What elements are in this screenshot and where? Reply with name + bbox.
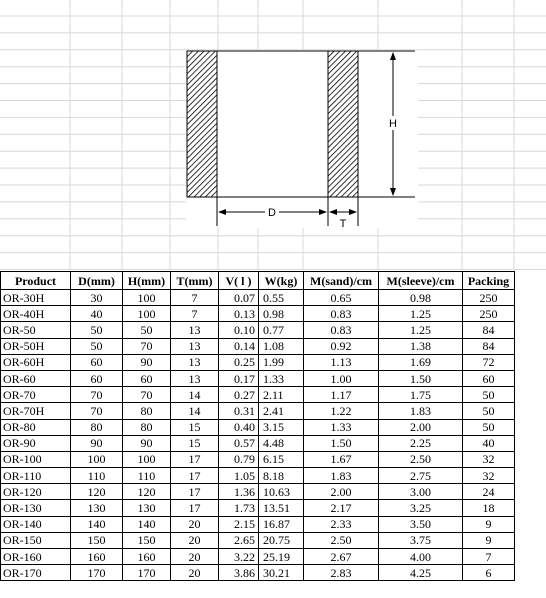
table-row bbox=[1, 370, 515, 386]
product-spec-table bbox=[0, 271, 515, 581]
table-row bbox=[1, 484, 515, 500]
cell-mass-sand: 2.33 bbox=[304, 516, 379, 532]
cell-product: OR-50H bbox=[1, 338, 71, 354]
thickness-label: T bbox=[339, 218, 347, 230]
cell-weight: 30.21 bbox=[259, 565, 304, 581]
cell-height: 100 bbox=[123, 290, 171, 306]
cell-mass-sand: 1.83 bbox=[304, 468, 379, 484]
cell-thickness: 17 bbox=[171, 500, 219, 516]
cell-product: OR-160 bbox=[1, 549, 71, 565]
cell-height: 100 bbox=[123, 451, 171, 467]
cell-thickness: 15 bbox=[171, 435, 219, 451]
cell-volume: 1.73 bbox=[219, 500, 259, 516]
cell-thickness: 7 bbox=[171, 306, 219, 322]
cell-mass-sleeve: 1.25 bbox=[379, 322, 463, 338]
cell-thickness: 20 bbox=[171, 565, 219, 581]
cell-diameter: 120 bbox=[71, 484, 123, 500]
cell-product: OR-170 bbox=[1, 565, 71, 581]
cell-mass-sand: 1.17 bbox=[304, 387, 379, 403]
table-row bbox=[1, 451, 515, 467]
cell-mass-sand: 1.33 bbox=[304, 419, 379, 435]
cell-product: OR-70 bbox=[1, 387, 71, 403]
cell-packing: 9 bbox=[463, 516, 515, 532]
cell-thickness: 20 bbox=[171, 532, 219, 548]
cell-mass-sleeve: 1.38 bbox=[379, 338, 463, 354]
cell-mass-sand: 1.00 bbox=[304, 370, 379, 386]
cell-packing: 32 bbox=[463, 451, 515, 467]
cell-thickness: 17 bbox=[171, 451, 219, 467]
cell-mass-sand: 0.65 bbox=[304, 290, 379, 306]
cell-weight: 0.77 bbox=[259, 322, 304, 338]
cell-diameter: 30 bbox=[71, 290, 123, 306]
cell-thickness: 13 bbox=[171, 354, 219, 370]
header-height: H(mm) bbox=[123, 272, 171, 290]
cell-weight: 4.48 bbox=[259, 435, 304, 451]
cell-volume: 0.40 bbox=[219, 419, 259, 435]
cell-packing: 24 bbox=[463, 484, 515, 500]
cell-volume: 0.17 bbox=[219, 370, 259, 386]
cell-volume: 2.65 bbox=[219, 532, 259, 548]
cell-packing: 40 bbox=[463, 435, 515, 451]
cell-mass-sand: 2.17 bbox=[304, 500, 379, 516]
cell-height: 90 bbox=[123, 354, 171, 370]
cell-product: OR-60 bbox=[1, 370, 71, 386]
cell-height: 120 bbox=[123, 484, 171, 500]
cell-packing: 7 bbox=[463, 549, 515, 565]
cell-volume: 1.05 bbox=[219, 468, 259, 484]
cell-volume: 3.86 bbox=[219, 565, 259, 581]
cell-height: 100 bbox=[123, 306, 171, 322]
cell-thickness: 13 bbox=[171, 322, 219, 338]
cell-diameter: 50 bbox=[71, 338, 123, 354]
cell-diameter: 60 bbox=[71, 354, 123, 370]
header-product: Product bbox=[1, 272, 71, 290]
cell-diameter: 100 bbox=[71, 451, 123, 467]
cell-weight: 1.99 bbox=[259, 354, 304, 370]
header-mass-sleeve: M(sleeve)/cm bbox=[379, 272, 463, 290]
table-row bbox=[1, 468, 515, 484]
cell-diameter: 170 bbox=[71, 565, 123, 581]
cell-diameter: 60 bbox=[71, 370, 123, 386]
table-row bbox=[1, 516, 515, 532]
cell-mass-sleeve: 4.25 bbox=[379, 565, 463, 581]
cell-weight: 2.41 bbox=[259, 403, 304, 419]
table-row bbox=[1, 322, 515, 338]
cell-height: 80 bbox=[123, 419, 171, 435]
cell-volume: 0.57 bbox=[219, 435, 259, 451]
cell-diameter: 70 bbox=[71, 403, 123, 419]
cell-volume: 0.31 bbox=[219, 403, 259, 419]
cell-weight: 3.15 bbox=[259, 419, 304, 435]
cell-volume: 0.14 bbox=[219, 338, 259, 354]
cell-mass-sleeve: 4.00 bbox=[379, 549, 463, 565]
cell-product: OR-100 bbox=[1, 451, 71, 467]
cell-diameter: 90 bbox=[71, 435, 123, 451]
table-header-row bbox=[1, 272, 515, 290]
cell-packing: 6 bbox=[463, 565, 515, 581]
header-packing: Packing bbox=[463, 272, 515, 290]
cell-mass-sand: 1.13 bbox=[304, 354, 379, 370]
table-row bbox=[1, 403, 515, 419]
right-wall-hatch bbox=[328, 51, 358, 197]
cell-diameter: 140 bbox=[71, 516, 123, 532]
cell-weight: 1.08 bbox=[259, 338, 304, 354]
cell-mass-sand: 2.00 bbox=[304, 484, 379, 500]
cell-product: OR-130 bbox=[1, 500, 71, 516]
cell-mass-sleeve: 3.25 bbox=[379, 500, 463, 516]
table-row bbox=[1, 435, 515, 451]
cell-height: 90 bbox=[123, 435, 171, 451]
cell-packing: 250 bbox=[463, 290, 515, 306]
diameter-label: D bbox=[268, 207, 276, 219]
cell-height: 110 bbox=[123, 468, 171, 484]
cell-mass-sleeve: 2.75 bbox=[379, 468, 463, 484]
cell-mass-sand: 1.50 bbox=[304, 435, 379, 451]
cell-weight: 10.63 bbox=[259, 484, 304, 500]
cell-mass-sleeve: 3.00 bbox=[379, 484, 463, 500]
cell-volume: 0.13 bbox=[219, 306, 259, 322]
cell-height: 60 bbox=[123, 370, 171, 386]
cell-volume: 0.27 bbox=[219, 387, 259, 403]
header-weight: W(kg) bbox=[259, 272, 304, 290]
cell-weight: 25.19 bbox=[259, 549, 304, 565]
cell-product: OR-50 bbox=[1, 322, 71, 338]
cell-mass-sand: 1.67 bbox=[304, 451, 379, 467]
cell-thickness: 13 bbox=[171, 370, 219, 386]
cell-height: 140 bbox=[123, 516, 171, 532]
cell-packing: 60 bbox=[463, 370, 515, 386]
cell-packing: 50 bbox=[463, 387, 515, 403]
cell-height: 80 bbox=[123, 403, 171, 419]
cell-product: OR-120 bbox=[1, 484, 71, 500]
table-row bbox=[1, 419, 515, 435]
cell-product: OR-140 bbox=[1, 516, 71, 532]
cell-product: OR-70H bbox=[1, 403, 71, 419]
cell-diameter: 40 bbox=[71, 306, 123, 322]
cell-product: OR-30H bbox=[1, 290, 71, 306]
cell-product: OR-40H bbox=[1, 306, 71, 322]
cell-diameter: 80 bbox=[71, 419, 123, 435]
cell-packing: 50 bbox=[463, 403, 515, 419]
cell-packing: 72 bbox=[463, 354, 515, 370]
cell-packing: 32 bbox=[463, 468, 515, 484]
cell-volume: 2.15 bbox=[219, 516, 259, 532]
cell-height: 170 bbox=[123, 565, 171, 581]
table-row bbox=[1, 290, 515, 306]
cell-thickness: 20 bbox=[171, 516, 219, 532]
cell-height: 160 bbox=[123, 549, 171, 565]
cell-mass-sand: 0.92 bbox=[304, 338, 379, 354]
cell-packing: 50 bbox=[463, 419, 515, 435]
cell-height: 70 bbox=[123, 338, 171, 354]
cell-height: 50 bbox=[123, 322, 171, 338]
cell-weight: 0.55 bbox=[259, 290, 304, 306]
cell-mass-sleeve: 0.98 bbox=[379, 290, 463, 306]
sleeve-cross-section-diagram bbox=[0, 0, 546, 270]
cell-weight: 6.15 bbox=[259, 451, 304, 467]
cell-weight: 16.87 bbox=[259, 516, 304, 532]
cell-weight: 8.18 bbox=[259, 468, 304, 484]
cell-weight: 20.75 bbox=[259, 532, 304, 548]
cell-product: OR-80 bbox=[1, 419, 71, 435]
cell-mass-sleeve: 1.50 bbox=[379, 370, 463, 386]
table-row bbox=[1, 338, 515, 354]
header-diameter: D(mm) bbox=[71, 272, 123, 290]
table-row bbox=[1, 354, 515, 370]
cell-mass-sleeve: 3.50 bbox=[379, 516, 463, 532]
left-wall-hatch bbox=[187, 51, 217, 197]
table-row bbox=[1, 532, 515, 548]
cell-mass-sleeve: 2.25 bbox=[379, 435, 463, 451]
cell-thickness: 15 bbox=[171, 419, 219, 435]
cell-volume: 3.22 bbox=[219, 549, 259, 565]
cell-weight: 0.98 bbox=[259, 306, 304, 322]
cell-thickness: 17 bbox=[171, 468, 219, 484]
cell-thickness: 7 bbox=[171, 290, 219, 306]
cell-mass-sleeve: 1.69 bbox=[379, 354, 463, 370]
cell-diameter: 50 bbox=[71, 322, 123, 338]
cell-diameter: 70 bbox=[71, 387, 123, 403]
cell-diameter: 150 bbox=[71, 532, 123, 548]
cell-packing: 84 bbox=[463, 322, 515, 338]
cell-thickness: 20 bbox=[171, 549, 219, 565]
cell-mass-sand: 1.22 bbox=[304, 403, 379, 419]
cell-weight: 13.51 bbox=[259, 500, 304, 516]
header-volume: V( l ) bbox=[219, 272, 259, 290]
cell-volume: 0.07 bbox=[219, 290, 259, 306]
cell-packing: 9 bbox=[463, 532, 515, 548]
cell-packing: 84 bbox=[463, 338, 515, 354]
cell-weight: 2.11 bbox=[259, 387, 304, 403]
cell-height: 130 bbox=[123, 500, 171, 516]
cell-product: OR-110 bbox=[1, 468, 71, 484]
cell-packing: 250 bbox=[463, 306, 515, 322]
diagram-backdrop bbox=[186, 50, 418, 228]
cell-mass-sleeve: 2.50 bbox=[379, 451, 463, 467]
cell-diameter: 110 bbox=[71, 468, 123, 484]
cell-mass-sand: 2.50 bbox=[304, 532, 379, 548]
cell-mass-sleeve: 3.75 bbox=[379, 532, 463, 548]
cell-thickness: 14 bbox=[171, 403, 219, 419]
cell-product: OR-60H bbox=[1, 354, 71, 370]
header-thickness: T(mm) bbox=[171, 272, 219, 290]
cell-mass-sleeve: 1.25 bbox=[379, 306, 463, 322]
cell-mass-sand: 0.83 bbox=[304, 306, 379, 322]
header-mass-sand: M(sand)/cm bbox=[304, 272, 379, 290]
cell-thickness: 17 bbox=[171, 484, 219, 500]
cell-volume: 0.25 bbox=[219, 354, 259, 370]
cell-volume: 1.36 bbox=[219, 484, 259, 500]
cell-product: OR-150 bbox=[1, 532, 71, 548]
cell-thickness: 13 bbox=[171, 338, 219, 354]
cell-mass-sleeve: 1.83 bbox=[379, 403, 463, 419]
cell-mass-sleeve: 1.75 bbox=[379, 387, 463, 403]
table-row bbox=[1, 565, 515, 581]
cell-mass-sand: 0.83 bbox=[304, 322, 379, 338]
table-row bbox=[1, 500, 515, 516]
table-row bbox=[1, 306, 515, 322]
height-label: H bbox=[389, 118, 397, 130]
cell-diameter: 130 bbox=[71, 500, 123, 516]
table-row bbox=[1, 387, 515, 403]
cell-volume: 0.10 bbox=[219, 322, 259, 338]
cell-mass-sand: 2.83 bbox=[304, 565, 379, 581]
cell-diameter: 160 bbox=[71, 549, 123, 565]
table-row bbox=[1, 549, 515, 565]
cell-packing: 18 bbox=[463, 500, 515, 516]
cell-thickness: 14 bbox=[171, 387, 219, 403]
cell-height: 70 bbox=[123, 387, 171, 403]
cell-product: OR-90 bbox=[1, 435, 71, 451]
cell-height: 150 bbox=[123, 532, 171, 548]
cell-volume: 0.79 bbox=[219, 451, 259, 467]
cell-mass-sleeve: 2.00 bbox=[379, 419, 463, 435]
cell-mass-sand: 2.67 bbox=[304, 549, 379, 565]
cell-weight: 1.33 bbox=[259, 370, 304, 386]
